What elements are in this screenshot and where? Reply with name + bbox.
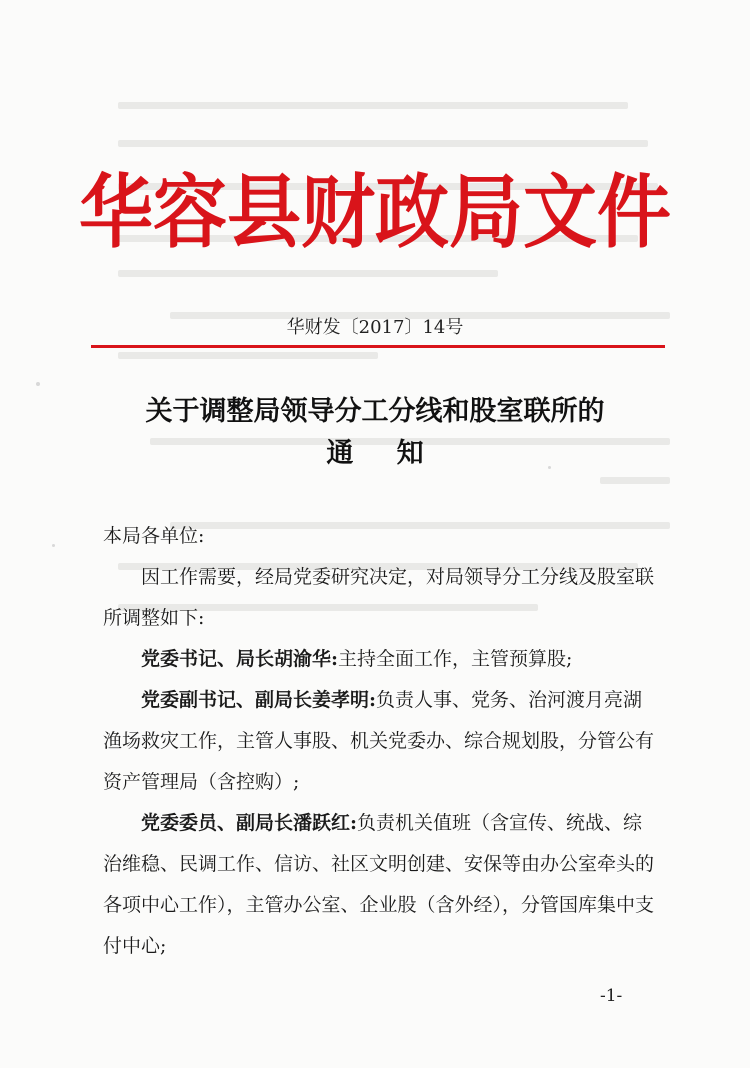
speck — [36, 382, 40, 386]
notice-body — [103, 516, 658, 967]
red-divider-line — [91, 345, 665, 348]
speck — [52, 544, 55, 547]
bleed-through-line — [600, 477, 670, 484]
document-number: 华财发〔2017〕14号 — [286, 317, 464, 338]
document-header-title: 华容县财政局文件 — [79, 166, 671, 260]
notice-title-line2: 通知 — [326, 438, 467, 469]
bleed-through-line — [118, 270, 498, 277]
assignment-paragraph — [103, 803, 658, 967]
assignment-text: 负责人事、党务、治河渡月亮湖渔场救灾工作，主管人事股、机关党委办、综合规划股，分管公有资产管理局（含控购）; — [103, 689, 655, 793]
bleed-through-line — [118, 352, 378, 359]
intro-paragraph: 因工作需要，经局党委研究决定，对局领导分工分线及股室联所调整如下: — [103, 566, 655, 629]
bleed-through-line — [118, 140, 648, 147]
assignment-lead: 党委副书记、副局长姜孝明: — [141, 689, 377, 711]
page-number: -1- — [600, 986, 623, 1006]
assignment-lead: 党委书记、局长胡渝华: — [141, 648, 339, 670]
notice-title-line1: 关于调整局领导分工分线和股室联所的 — [145, 396, 605, 427]
bleed-through-line — [118, 102, 628, 109]
assignment-text: 负责机关值班（含宣传、统战、综治维稳、民调工作、信访、社区文明创建、安保等由办公室牵头的各项中心工作），主管办公室、企业股（含外经），分管国库集中支付中心; — [103, 812, 655, 957]
assignment-paragraph — [103, 639, 658, 680]
salutation: 本局各单位: — [103, 525, 205, 547]
assignment-paragraph — [103, 680, 658, 803]
assignment-lead: 党委委员、副局长潘跃红: — [141, 812, 358, 834]
assignment-text: 主持全面工作，主管预算股; — [338, 648, 573, 670]
